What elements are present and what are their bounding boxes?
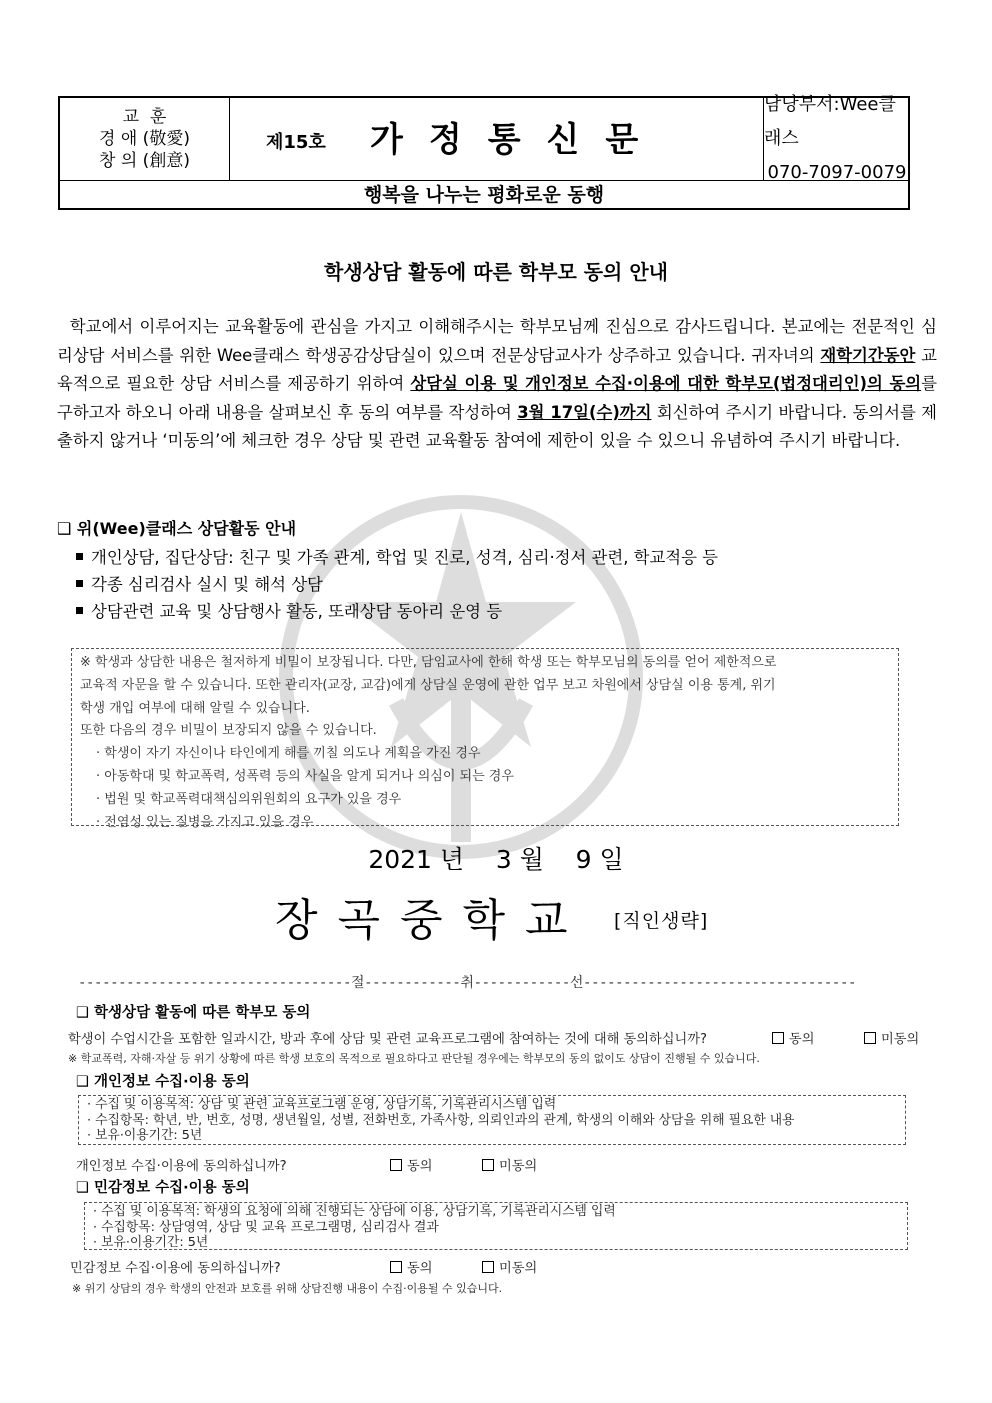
notice-line: 교육적 자문을 할 수 있습니다. 또한 관리자(교장, 교감)에게 상담실 운영에 관한 업무 보고 차원에서 상담실 이용 통계, 위기 xyxy=(80,677,776,693)
header-title-cell xyxy=(230,98,764,180)
notice-line: ※ 학생과 상담한 내용은 철저하게 비밀이 보장됩니다. 다만, 담임교사에 한해 학생 또는 학부모님의 동의를 얻어 제한적으로 xyxy=(80,655,777,670)
issue-date: 2021 년 3 월 9 일 xyxy=(368,845,624,874)
exception-case: · 학생이 자기 자신이나 타인에게 해를 끼칠 의도나 계획을 가진 경우 xyxy=(96,746,481,762)
personal-info-box xyxy=(78,1095,906,1145)
document-title: 학생상담 활동에 따른 학부모 동의 안내 xyxy=(324,260,668,284)
personal-info-item: · 수집항목: 학년, 반, 번호, 성명, 생년월일, 성별, 전화번호, 가족사항, 의뢰인과의 관계, 학생의 이해와 상담을 위해 필요한 내용 xyxy=(87,1112,795,1128)
consent-counseling-disagree-option[interactable]: 미동의 xyxy=(864,1028,919,1047)
motto-label: 교 훈 xyxy=(122,107,167,127)
intro-text-2: 교육적으로 필요한 상담 서비스를 제공하기 위하여 xyxy=(57,345,937,394)
notice-line: 학생 개입 여부에 대해 알릴 수 있습니다. xyxy=(80,700,310,716)
personal-info-item: · 보유·이용기간: 5년 xyxy=(87,1128,203,1143)
intro-text-3: 를 구하고자 하오니 아래 내용을 살펴보신 후 동의 여부를 작성하여 xyxy=(57,374,937,422)
sensitive-info-note: ※ 위기 상담의 경우 학생의 안전과 보호를 위해 상담진행 내용이 수집·이용될 수 있습니다. xyxy=(72,1282,503,1295)
intro-emphasis-period: 재학기간동안 xyxy=(820,345,916,365)
intro-emphasis-consent: 상담실 이용 및 개인정보 수집·이용에 대한 학부모(법정대리인)의 동의 xyxy=(410,374,922,394)
cut-line: ----------------------------------절------------취------------선---------------------------------- xyxy=(78,975,857,991)
notice-line: 또한 다음의 경우 비밀이 보장되지 않을 수 있습니다. xyxy=(80,723,377,739)
slogan: 행복을 나누는 평화로운 동행 xyxy=(60,180,908,210)
issue-number: 제15호 xyxy=(266,132,326,153)
checkbox-icon[interactable] xyxy=(772,1032,784,1044)
sensitive-info-box xyxy=(84,1202,908,1250)
checkbox-icon[interactable] xyxy=(864,1032,876,1044)
list-item: 상담관련 교육 및 상담행사 활동, 또래상담 동아리 운영 등 xyxy=(76,598,718,625)
square-bullet-icon xyxy=(76,607,83,614)
personal-info-agree-option[interactable]: 동의 xyxy=(390,1155,432,1174)
square-bullet-icon xyxy=(76,580,83,587)
sensitive-info-item: · 수집항목: 상담영역, 상담 및 교육 프로그램명, 심리검사 결과 xyxy=(93,1219,439,1235)
motto-line-2: 창 의 (創意) xyxy=(99,151,190,171)
list-item: 개인상담, 집단상담: 친구 및 가족 관계, 학업 및 진로, 성격, 심리·정서 관련, 학교적응 등 xyxy=(76,544,718,571)
intro-paragraph xyxy=(57,313,937,456)
exception-case: · 법원 및 학교폭력대책심의위원회의 요구가 있을 경우 xyxy=(96,791,402,807)
sensitive-info-agree-option[interactable]: 동의 xyxy=(390,1257,432,1276)
school-name: 장곡중학교 xyxy=(275,895,588,946)
motto-line-1: 경 애 (敬愛) xyxy=(99,129,190,149)
intro-emphasis-deadline: 3월 17일(수)까지 xyxy=(517,402,652,422)
seal-omitted-note: [직인생략] xyxy=(614,910,709,932)
consent-counseling-question: 학생이 수업시간을 포함한 일과시간, 방과 후에 상담 및 관련 교육프로그램에 참여하는 것에 대해 동의하십니까? xyxy=(68,1032,707,1047)
confidentiality-notice xyxy=(71,648,899,830)
wee-section-heading: ❑ 위(Wee)클래스 상담활동 안내 xyxy=(57,519,297,538)
school-motto xyxy=(60,98,230,180)
checkbox-icon[interactable] xyxy=(390,1261,402,1273)
department: 담당부서:Wee클래스 xyxy=(764,94,896,149)
checkbox-icon[interactable] xyxy=(482,1159,494,1171)
checkbox-icon[interactable] xyxy=(482,1261,494,1273)
square-bullet-icon xyxy=(76,553,83,560)
personal-info-disagree-option[interactable]: 미동의 xyxy=(482,1155,537,1174)
sensitive-info-heading: ❑ 민감정보 수집·이용 동의 xyxy=(76,1180,250,1196)
personal-info-heading: ❑ 개인정보 수집·이용 동의 xyxy=(76,1074,250,1090)
intro-text-4: 회신하여 주시기 바랍니다. 동의서를 제출하지 않거나 ‘미동의’에 체크한 경우 상담 및 관련 교육활동 참여에 제한이 있을 수 있으니 유념하여 주시기 바랍니다. xyxy=(57,402,937,451)
sensitive-info-item: · 보유·이용기간: 5년 xyxy=(93,1235,209,1250)
personal-info-question: 개인정보 수집·이용에 동의하십니까? xyxy=(76,1159,287,1174)
wee-activity-list xyxy=(76,544,718,625)
contact-cell xyxy=(764,94,910,183)
exception-case: · 아동학대 및 학교폭력, 성폭력 등의 사실을 알게 되거나 의심이 되는 경우 xyxy=(96,768,514,784)
consent-counseling-agree-option[interactable]: 동의 xyxy=(772,1028,814,1047)
newsletter-header xyxy=(58,96,910,210)
sensitive-info-question: 민감정보 수집·이용에 동의하십니까? xyxy=(70,1261,281,1276)
intro-text-1: 학교에서 이루어지는 교육활동에 관심을 가지고 이해해주시는 학부모님께 진심으로 감사드립니다. 본교에는 전문적인 심리상담 서비스를 위한 Wee클래스 학생공감상담실이 있으며 전문상담교사가 상주하고 있습니다. 귀자녀의 xyxy=(57,317,938,365)
personal-info-item: · 수집 및 이용목적: 상담 및 관련 교육프로그램 운영, 상담기록, 기록관리시스템 입력 xyxy=(87,1097,557,1112)
list-item: 각종 심리검사 실시 및 해석 상담 xyxy=(76,571,718,598)
consent-counseling-note: ※ 학교폭력, 자해·자살 등 위기 상황에 따른 학생 보호의 목적으로 필요하다고 판단될 경우에는 학부모의 동의 없이도 상담이 진행될 수 있습니다. xyxy=(68,1052,760,1065)
checkbox-icon[interactable] xyxy=(390,1159,402,1171)
newsletter-title: 가정통신문 xyxy=(370,120,665,160)
consent-counseling-heading: ❑ 학생상담 활동에 따른 학부모 동의 xyxy=(76,1005,311,1021)
sensitive-info-item: · 수집 및 이용목적: 학생의 요청에 의해 진행되는 상담에 이용, 상담기록, 기록관리시스템 입력 xyxy=(93,1204,616,1219)
exception-case: · 전염성 있는 질병을 가지고 있을 경우 xyxy=(96,814,314,830)
phone-number: 070-7097-0079 xyxy=(767,162,907,183)
sensitive-info-disagree-option[interactable]: 미동의 xyxy=(482,1257,537,1276)
